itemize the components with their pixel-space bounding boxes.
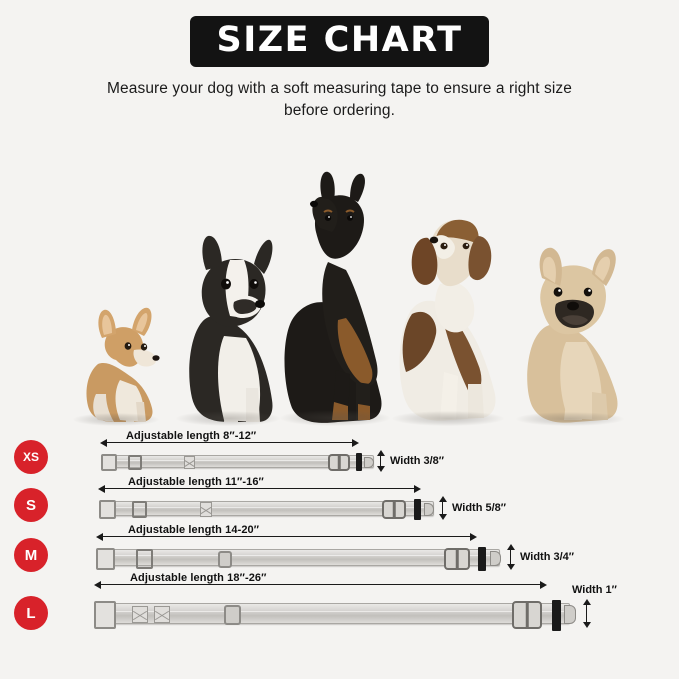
page-title: SIZE CHART (216, 20, 463, 60)
title-container (0, 0, 679, 67)
collar-tip-l (564, 605, 576, 624)
collar-slider-s (132, 501, 147, 518)
collar-buckle-m (444, 548, 470, 570)
collar-dring-l (224, 605, 241, 625)
collar-endloop-xs (101, 454, 117, 471)
length-arrow-cap-right-m (470, 533, 477, 541)
dog-photo-strip (0, 128, 679, 428)
width-cap-down-m (507, 564, 515, 570)
dog-photo-french-bulldog (512, 238, 628, 428)
boston-terrier-illustration (172, 212, 284, 428)
size-badge-l: L (14, 596, 48, 630)
page-subtitle: Measure your dog with a soft measuring tape to ensure a right size before ordering. (107, 80, 572, 119)
collar-keeper-s (200, 502, 212, 517)
width-cap-up-xs (377, 450, 385, 456)
doberman-illustration (276, 170, 394, 428)
french-bulldog-illustration (512, 238, 628, 428)
collar-strap-m (100, 549, 500, 566)
length-arrow-cap-left-m (96, 533, 103, 541)
width-label-l: Width 1″ (572, 584, 617, 596)
width-arrow-l (586, 603, 587, 623)
length-arrow-s (102, 488, 417, 489)
collar-keeper-xs (184, 456, 195, 469)
collar-endloop-s (99, 500, 116, 519)
collar-buckle-l (512, 601, 542, 629)
size-rows (0, 432, 679, 634)
collar-slider-xs (128, 455, 142, 470)
collar-buckle-xs (328, 454, 350, 471)
width-cap-down-l (583, 622, 591, 628)
length-arrow-cap-right-s (414, 485, 421, 493)
length-arrow-m (100, 536, 473, 537)
collar-l (56, 572, 665, 634)
size-badge-m: M (14, 538, 48, 572)
width-label-m: Width 3/4″ (520, 551, 575, 563)
length-label-l: Adjustable length 18″-26″ (130, 572, 267, 584)
collar-slider-m (136, 549, 153, 569)
chihuahua-illustration (68, 302, 164, 428)
width-label-xs: Width 3/8″ (390, 455, 445, 467)
collar-tip-m (490, 551, 501, 566)
collar-dring-dark-m (478, 547, 486, 571)
length-arrow-cap-right-l (540, 581, 547, 589)
width-cap-down-xs (377, 466, 385, 472)
length-arrow-cap-left-xs (100, 439, 107, 447)
length-arrow-cap-left-s (98, 485, 105, 493)
length-label-s: Adjustable length 11″-16″ (128, 476, 264, 488)
collar-m (56, 526, 665, 576)
size-row-m (14, 526, 665, 576)
collar-dring-dark-l (552, 600, 561, 631)
collar-buckle-s (382, 500, 406, 519)
size-row-xs (14, 432, 665, 478)
size-badge-xs: XS (14, 440, 48, 474)
length-arrow-xs (104, 442, 355, 443)
beagle-illustration (388, 192, 508, 428)
collar-keeper2-l (154, 606, 170, 623)
length-arrow-cap-left-l (94, 581, 101, 589)
dog-photo-boston-terrier (172, 212, 284, 428)
dog-photo-doberman (276, 170, 394, 428)
width-cap-up-m (507, 544, 515, 550)
collar-dring-dark-xs (356, 453, 362, 471)
title-badge (190, 16, 488, 67)
size-row-s (14, 478, 665, 526)
length-label-xs: Adjustable length 8″-12″ (126, 430, 257, 442)
collar-xs (56, 432, 665, 478)
width-label-s: Width 5/8″ (452, 502, 507, 514)
collar-dring-dark-s (414, 499, 421, 520)
dog-photo-chihuahua (68, 302, 164, 428)
size-badge-s: S (14, 488, 48, 522)
length-arrow-cap-right-xs (352, 439, 359, 447)
collar-dring-m (218, 551, 232, 568)
collar-endloop-l (94, 601, 116, 629)
width-cap-down-s (439, 514, 447, 520)
collar-endloop-m (96, 548, 115, 570)
width-cap-up-s (439, 496, 447, 502)
collar-s (56, 478, 665, 526)
size-row-l (14, 572, 665, 634)
length-arrow-l (98, 584, 543, 585)
width-cap-up-l (583, 599, 591, 605)
collar-keeper1-l (132, 606, 148, 623)
dog-photo-beagle (388, 192, 508, 428)
length-label-m: Adjustable length 14-20″ (128, 524, 260, 536)
